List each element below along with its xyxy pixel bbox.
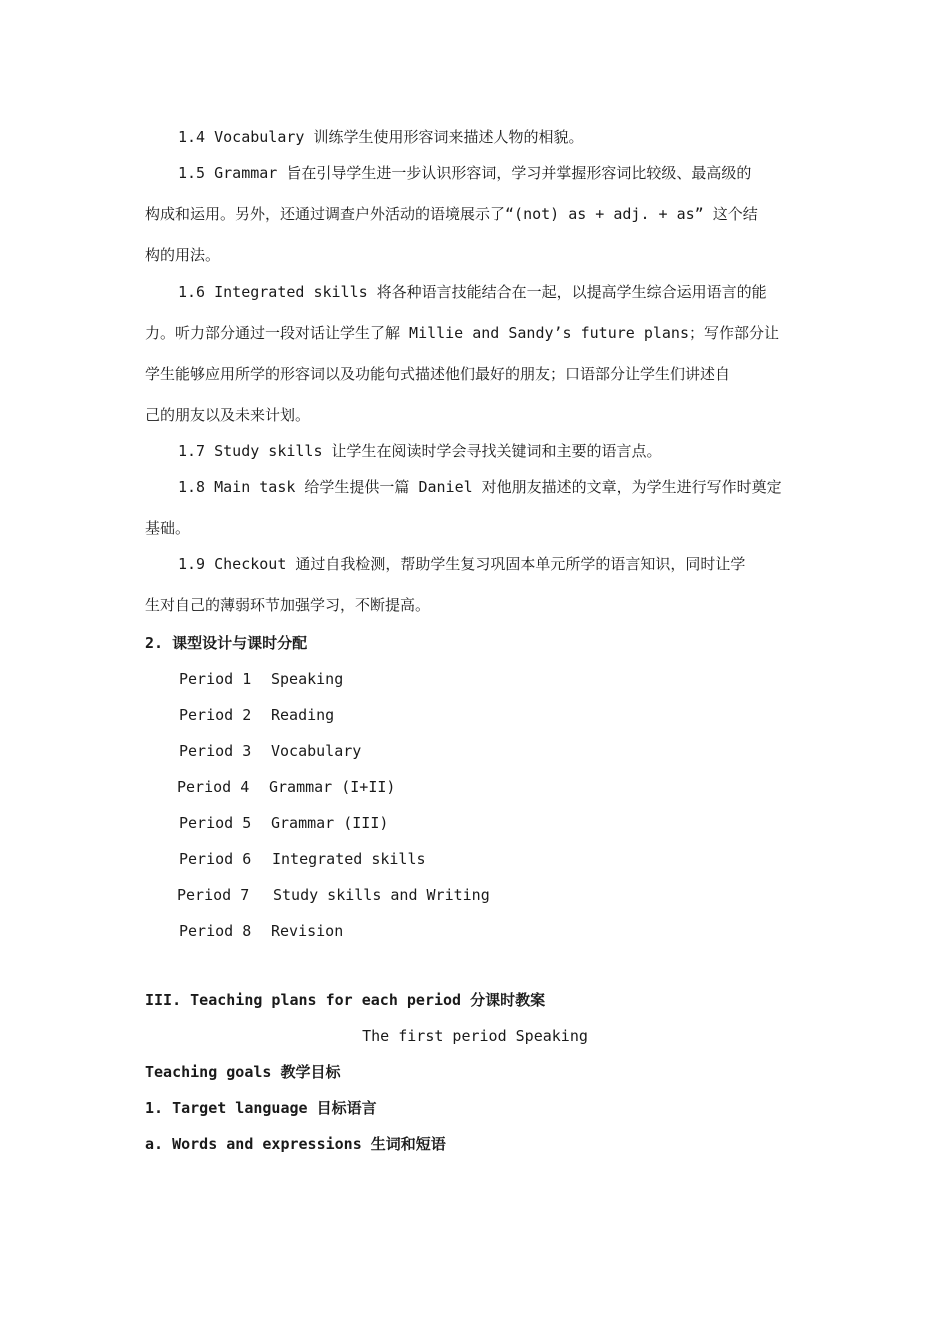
paragraph-1-6-line-2: 力。听力部分通过一段对话让学生了解 Millie and Sandy’s future plans；写作部分让 bbox=[145, 324, 779, 342]
teaching-goals-heading: Teaching goals 教学目标 bbox=[145, 1063, 341, 1081]
paragraph-1-5-line-3: 构的用法。 bbox=[145, 246, 221, 264]
period-label: Period 7 bbox=[177, 886, 250, 904]
period-name: Speaking bbox=[271, 670, 344, 688]
paragraph-1-9-line-1: 1.9 Checkout 通过自我检测，帮助学生复习巩固本单元所学的语言知识，同时让学 bbox=[178, 555, 746, 573]
paragraph-1-8-line-1: 1.8 Main task 给学生提供一篇 Daniel 对他朋友描述的文章，为学生进行写作时奠定 bbox=[178, 478, 782, 496]
period-name: Reading bbox=[271, 706, 335, 724]
period-label: Period 4 bbox=[177, 778, 250, 796]
period-subtitle: The first period Speaking bbox=[362, 1027, 588, 1045]
paragraph-1-4: 1.4 Vocabulary 训练学生使用形容词来描述人物的相貌。 bbox=[178, 128, 584, 146]
paragraph-1-9-line-2: 生对自己的薄弱环节加强学习，不断提高。 bbox=[145, 596, 431, 614]
period-name: Study skills and Writing bbox=[273, 886, 490, 904]
target-language-heading: 1. Target language 目标语言 bbox=[145, 1099, 377, 1117]
period-name: Grammar (III) bbox=[271, 814, 389, 832]
period-name: Vocabulary bbox=[271, 742, 362, 760]
period-name: Integrated skills bbox=[272, 850, 426, 868]
period-label: Period 8 bbox=[179, 922, 252, 940]
paragraph-1-8-line-2: 基础。 bbox=[145, 519, 191, 537]
period-label: Period 3 bbox=[179, 742, 252, 760]
section-3-heading: III. Teaching plans for each period 分课时教案 bbox=[145, 991, 546, 1009]
paragraph-1-6-line-3: 学生能够应用所学的形容词以及功能句式描述他们最好的朋友；口语部分让学生们讲述自 bbox=[145, 365, 731, 383]
paragraph-1-7: 1.7 Study skills 让学生在阅读时学会寻找关键词和主要的语言点。 bbox=[178, 442, 662, 460]
period-label: Period 5 bbox=[179, 814, 252, 832]
words-expressions-heading: a. Words and expressions 生词和短语 bbox=[145, 1135, 446, 1153]
period-name: Grammar (I+II) bbox=[269, 778, 396, 796]
paragraph-1-5-line-1: 1.5 Grammar 旨在引导学生进一步认识形容词，学习并掌握形容词比较级、最高级的 bbox=[178, 164, 752, 182]
section-2-heading: 2. 课型设计与课时分配 bbox=[145, 634, 308, 652]
paragraph-1-6-line-1: 1.6 Integrated skills 将各种语言技能结合在一起，以提高学生综合运用语言的能 bbox=[178, 283, 767, 301]
paragraph-1-6-line-4: 己的朋友以及未来计划。 bbox=[145, 406, 311, 424]
period-label: Period 1 bbox=[179, 670, 252, 688]
period-label: Period 2 bbox=[179, 706, 252, 724]
period-name: Revision bbox=[271, 922, 344, 940]
paragraph-1-5-line-2: 构成和运用。另外，还通过调查户外活动的语境展示了“(not) as + adj. + as” 这个结 bbox=[145, 205, 758, 223]
period-label: Period 6 bbox=[179, 850, 252, 868]
